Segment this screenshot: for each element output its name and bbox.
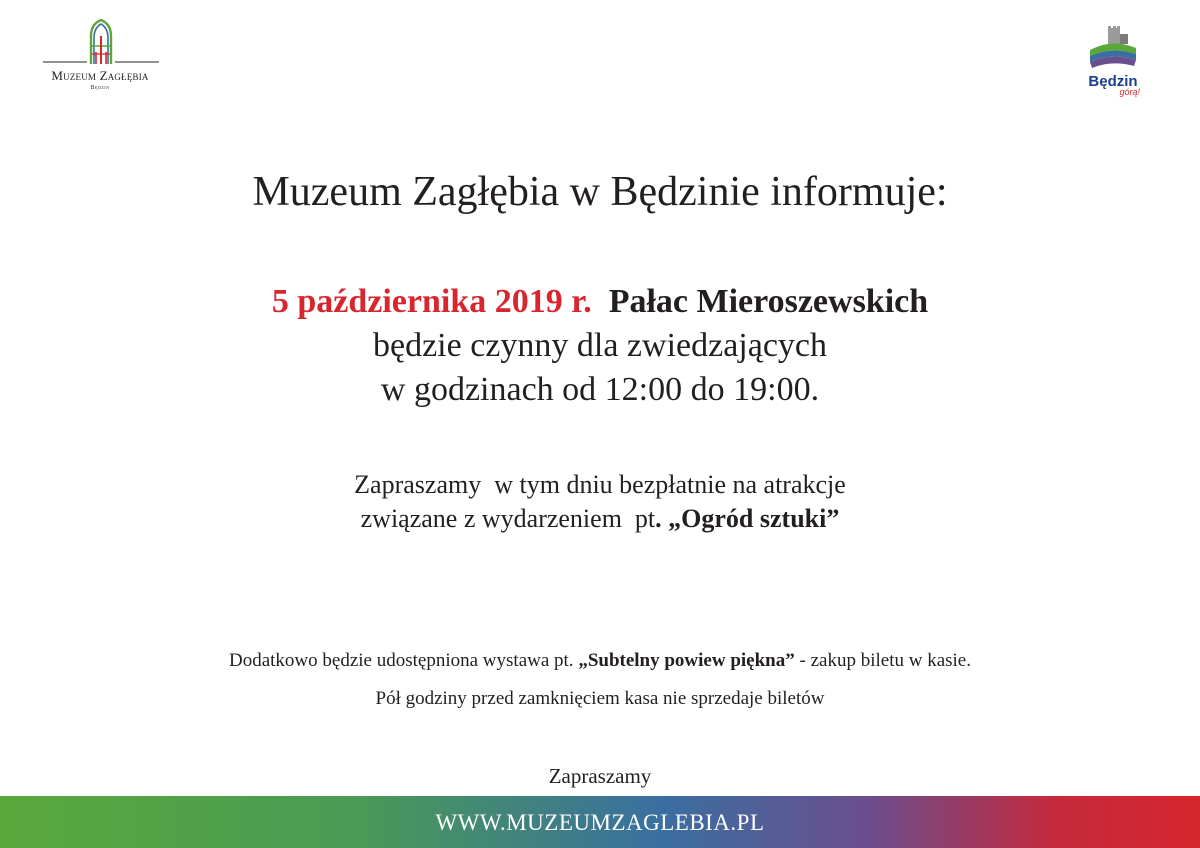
website-link[interactable]: WWW.MUZEUMZAGLEBIA.PL	[435, 810, 765, 835]
announcement-line-2: będzie czynny dla zwiedzających	[372, 327, 828, 364]
additional-line-1	[0, 648, 1200, 674]
event-date: 5 października 2019 r.	[271, 283, 592, 320]
announcement-line-3: w godzinach od 12:00 do 19:00.	[380, 371, 820, 408]
bedzin-city-logo	[1078, 24, 1148, 104]
invitation-line-2-prefix: związane z wydarzeniem pt	[360, 504, 656, 533]
additional-line-2: Pół godziny przed zamknięciem kasa nie sprzedaje biletów	[375, 688, 825, 709]
event-title: . „Ogród sztuki”	[655, 504, 840, 533]
museum-logo-name: Muzeum Zagłębia	[51, 68, 149, 83]
event-place: Pałac Mieroszewskich	[608, 283, 929, 320]
exhibition-title: „Subtelny powiew piękna”	[578, 650, 795, 671]
invitation	[0, 468, 1200, 536]
announcement	[0, 280, 1200, 412]
additional-info	[0, 648, 1200, 712]
castle-hill-icon	[1086, 24, 1140, 70]
museum-logo-city: Będzin	[90, 85, 110, 91]
closing-text: Zapraszamy	[548, 764, 652, 788]
page-title: Muzeum Zagłębia w Będzinie informuje:	[252, 169, 948, 215]
museum-window-icon	[35, 18, 165, 66]
bedzin-logo-name: Będzin	[1088, 73, 1138, 90]
additional-line-1-prefix: Dodatkowo będzie udostępniona wystawa pt.	[229, 650, 579, 671]
invitation-line-2	[0, 502, 1200, 536]
invitation-line-1: Zapraszamy w tym dniu bezpłatnie na atrakcje	[354, 470, 846, 499]
footer-bar	[0, 796, 1200, 848]
additional-line-1-suffix: - zakup biletu w kasie.	[794, 650, 971, 671]
bedzin-logo-slogan: górą!	[1119, 87, 1140, 97]
museum-logo	[30, 18, 170, 98]
announcement-line-1	[0, 280, 1200, 324]
